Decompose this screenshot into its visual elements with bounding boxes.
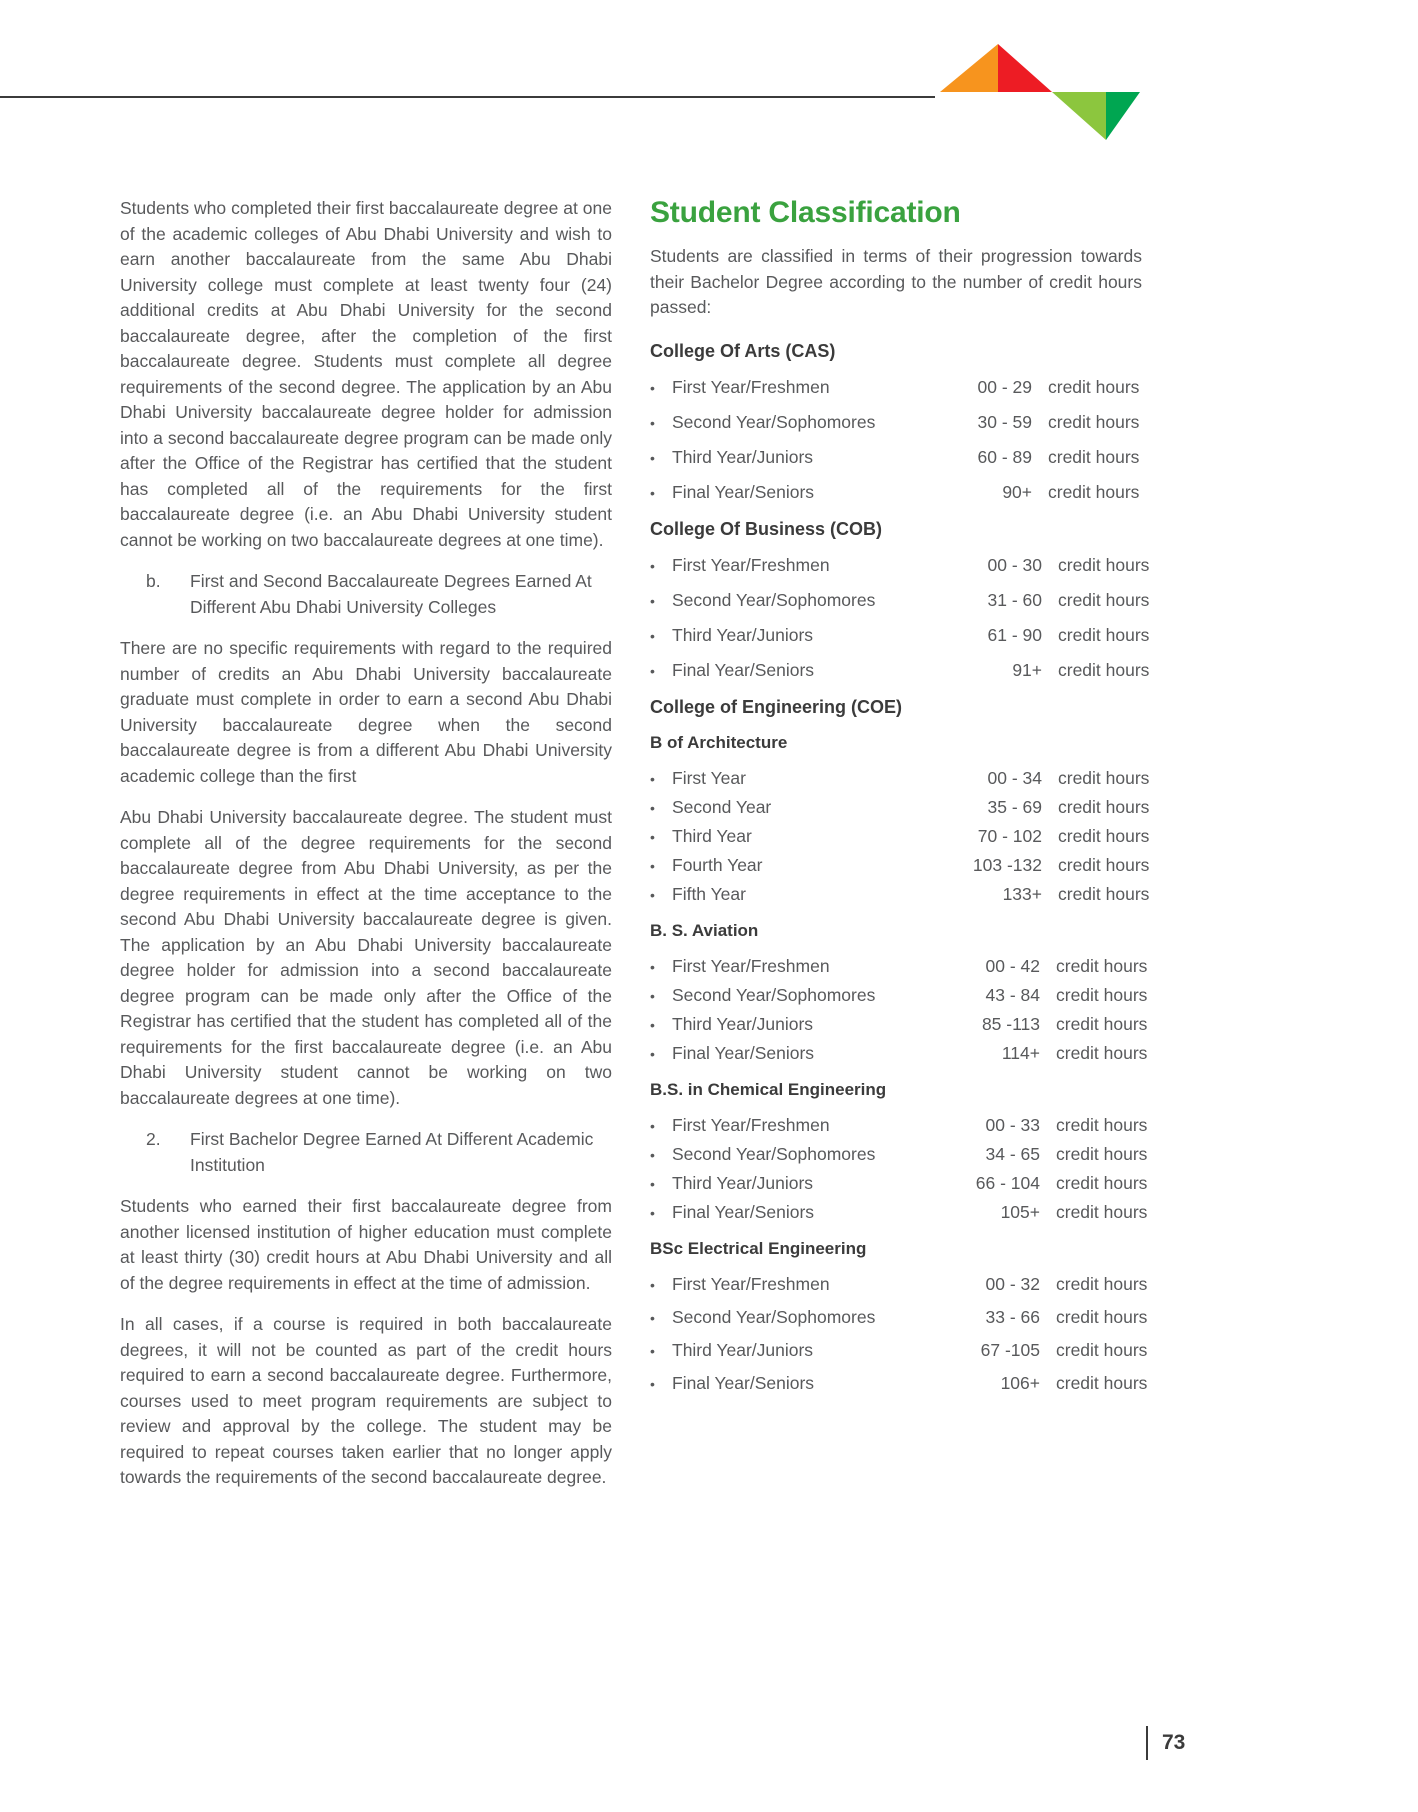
level-label: Final Year/Seniors: [672, 481, 815, 502]
program-heading-chemical-engineering: B.S. in Chemical Engineering: [650, 1079, 887, 1099]
credit-range: 34 - 65: [985, 1143, 1040, 1164]
level-label: Second Year/Sophomores: [672, 411, 876, 432]
credit-range: 66 - 104: [975, 1172, 1040, 1193]
credit-range: 105+: [1000, 1201, 1040, 1222]
unit-label: credit hours: [1058, 854, 1150, 875]
credit-range: 67 -105: [980, 1339, 1040, 1360]
level-label: Fifth Year: [672, 883, 746, 904]
list-item: [650, 824, 1150, 849]
unit-label: credit hours: [1056, 955, 1148, 976]
level-label: Second Year/Sophomores: [672, 984, 876, 1005]
bullet-icon: •: [650, 799, 655, 816]
bullet-icon: •: [650, 1276, 655, 1293]
credit-range: 00 - 42: [985, 955, 1040, 976]
logo-triangle-light-green: [1052, 92, 1106, 140]
level-label: Third Year/Juniors: [672, 1172, 814, 1193]
level-label: First Year/Freshmen: [672, 955, 830, 976]
level-label: Third Year/Juniors: [672, 446, 814, 467]
credit-range: 00 - 32: [985, 1273, 1040, 1294]
unit-label: credit hours: [1056, 1042, 1148, 1063]
unit-label: credit hours: [1058, 624, 1150, 645]
list-item: [120, 569, 612, 620]
list-item: [650, 766, 1150, 791]
unit-label: credit hours: [1058, 883, 1150, 904]
unit-label: credit hours: [1048, 446, 1140, 467]
credit-range: 106+: [1000, 1372, 1040, 1393]
bullet-icon: •: [650, 1117, 655, 1134]
unit-label: credit hours: [1056, 1273, 1148, 1294]
paragraph: In all cases, if a course is required in both baccalaureate degrees, it will not be counted as part of the credit hours required to earn a second baccalaureate degree. Furthermore, courses used to meet program requirements are subject to review and approval by the college. The student may be required to repeat courses taken earlier that no longer apply towards the requirements of the second baccalaureate degree.: [120, 1314, 612, 1487]
list-item: [650, 882, 1150, 907]
logo-triangle-red: [998, 44, 1052, 92]
list-item: [650, 658, 1150, 683]
level-label: Final Year/Seniors: [672, 1042, 815, 1063]
list-item: [650, 954, 1148, 979]
credit-range: 103 -132: [972, 854, 1042, 875]
list-item-marker: 2.: [146, 1129, 161, 1149]
list-item: [650, 1305, 1148, 1330]
college-heading-cas: College Of Arts (CAS): [650, 340, 836, 361]
unit-label: credit hours: [1056, 1013, 1148, 1034]
list-item: [650, 410, 1142, 435]
credit-range: 61 - 90: [987, 624, 1042, 645]
level-label: Third Year/Juniors: [672, 1013, 814, 1034]
unit-label: credit hours: [1056, 1339, 1148, 1360]
level-label: Second Year: [672, 796, 772, 817]
credit-range: 85 -113: [981, 1013, 1040, 1034]
list-item: [650, 853, 1150, 878]
adu-diamond-logo: [940, 44, 1140, 140]
bullet-icon: •: [650, 1375, 655, 1392]
credit-range: 133+: [1002, 883, 1042, 904]
list-item-marker: b.: [146, 571, 161, 591]
level-label: Final Year/Seniors: [672, 659, 815, 680]
right-content-column: [650, 196, 1150, 1408]
bullet-icon: •: [650, 1016, 655, 1033]
paragraph: Students who completed their first baccalaureate degree at one of the academic colleges of Abu Dhabi University and wish to earn another baccalaureate from the same Abu Dhabi University college must complete at least twenty four (24) additional credits at Abu Dhabi University for the second baccalaureate degree, after the completion of the first baccalaureate degree. Students must complete all degree requirements of the second degree. The application by an Abu Dhabi University baccalaureate degree holder for admission into a second baccalaureate degree program can be made only after the Office of the Registrar has certified that the student has completed all of the requirements for the first baccalaureate degree (i.e. an Abu Dhabi University student cannot be working on two baccalaureate degrees at one time).: [120, 198, 612, 550]
classification-list-cob: [650, 553, 1150, 683]
program-heading-architecture: B of Architecture: [650, 732, 788, 752]
credit-range: 91+: [1012, 659, 1042, 680]
unit-label: credit hours: [1056, 1172, 1148, 1193]
level-label: First Year/Freshmen: [672, 1273, 830, 1294]
college-heading-cob: College Of Business (COB): [650, 518, 883, 539]
unit-label: credit hours: [1056, 1372, 1148, 1393]
unit-label: credit hours: [1056, 1114, 1148, 1135]
list-item: [650, 1113, 1148, 1138]
unit-label: credit hours: [1058, 554, 1150, 575]
level-label: Final Year/Seniors: [672, 1201, 815, 1222]
level-label: Fourth Year: [672, 854, 763, 875]
classification-list-chemical-engineering: [650, 1113, 1148, 1225]
list-item: [650, 983, 1148, 1008]
bullet-icon: •: [650, 449, 655, 466]
credit-range: 00 - 34: [987, 767, 1042, 788]
list-item: [650, 375, 1142, 400]
level-label: First Year/Freshmen: [672, 1114, 830, 1135]
logo-triangle-orange: [940, 44, 998, 92]
credit-range: 31 - 60: [987, 589, 1042, 610]
list-item: [650, 795, 1150, 820]
bullet-icon: •: [650, 770, 655, 787]
bullet-icon: •: [650, 1175, 655, 1192]
bullet-icon: •: [650, 1309, 655, 1326]
level-label: Second Year/Sophomores: [672, 1143, 876, 1164]
list-item: [650, 1272, 1148, 1297]
section-intro-text: Students are classified in terms of their progression towards their Bachelor Degree according to the number of credit hours passed:: [650, 246, 1142, 317]
bullet-icon: •: [650, 1204, 655, 1221]
unit-label: credit hours: [1048, 376, 1140, 397]
level-label: Third Year: [672, 825, 752, 846]
credit-range: 70 - 102: [977, 825, 1042, 846]
bullet-icon: •: [650, 958, 655, 975]
bullet-icon: •: [650, 886, 655, 903]
unit-label: credit hours: [1056, 984, 1148, 1005]
list-item: [650, 1041, 1148, 1066]
credit-range: 33 - 66: [985, 1306, 1040, 1327]
list-item: [650, 480, 1142, 505]
credit-range: 00 - 33: [985, 1114, 1040, 1135]
bullet-icon: •: [650, 379, 655, 396]
header-divider-rule: [0, 96, 935, 98]
bullet-icon: •: [650, 662, 655, 679]
list-item-label: First and Second Baccalaureate Degrees Earned At Different Abu Dhabi University Colleges: [190, 571, 592, 617]
classification-list-electrical-engineering: [650, 1272, 1148, 1396]
unit-label: credit hours: [1048, 411, 1140, 432]
credit-range: 43 - 84: [985, 984, 1040, 1005]
list-item: [650, 1200, 1148, 1225]
bullet-icon: •: [650, 987, 655, 1004]
bullet-icon: •: [650, 414, 655, 431]
paragraph: Abu Dhabi University baccalaureate degree. The student must complete all of the degree requirements for the second baccalaureate degree from Abu Dhabi University, as per the degree requirements in effect at the time acceptance to the second Abu Dhabi University baccalaureate degree is given. The application by an Abu Dhabi University baccalaureate degree holder for admission into a second baccalaureate degree program can be made only after the Office of the Registrar has certified that the student has completed all of the requirements for the first baccalaureate degree (i.e. an Abu Dhabi University student cannot be working on two baccalaureate degrees at one time).: [120, 807, 612, 1108]
list-item: [650, 1142, 1148, 1167]
classification-list-cas: [650, 375, 1142, 505]
unit-label: credit hours: [1056, 1306, 1148, 1327]
unit-label: credit hours: [1058, 659, 1150, 680]
page-title: Student Classification: [650, 196, 961, 229]
list-item: [650, 623, 1150, 648]
unit-label: credit hours: [1058, 796, 1150, 817]
bullet-icon: •: [650, 557, 655, 574]
bullet-icon: •: [650, 828, 655, 845]
left-text-column: [120, 196, 612, 1491]
level-label: First Year/Freshmen: [672, 554, 830, 575]
program-heading-aviation: B. S. Aviation: [650, 920, 759, 940]
unit-label: credit hours: [1058, 589, 1150, 610]
bullet-icon: •: [650, 857, 655, 874]
paragraph: There are no specific requirements with regard to the required number of credits an Abu Dhabi University baccalaureate graduate must complete in order to earn a second Abu Dhabi University baccalaureate degree when the second baccalaureate degree is from a different Abu Dhabi University academic college than the first: [120, 638, 612, 786]
bullet-icon: •: [650, 1146, 655, 1163]
credit-range: 60 - 89: [977, 446, 1032, 467]
credit-range: 114+: [1001, 1042, 1040, 1063]
level-label: Third Year/Juniors: [672, 624, 814, 645]
logo-triangle-dark-green: [1106, 92, 1140, 140]
list-item: [650, 1012, 1148, 1037]
page-number: 73: [1162, 1731, 1186, 1754]
bullet-icon: •: [650, 627, 655, 644]
paragraph: Students who earned their first baccalaureate degree from another licensed institution of higher education must complete at least thirty (30) credit hours at Abu Dhabi University and all of the degree requirements in effect at the time of admission.: [120, 1196, 612, 1293]
bullet-icon: •: [650, 592, 655, 609]
list-item: [120, 1127, 612, 1178]
page-header: [0, 0, 1418, 160]
bullet-icon: •: [650, 1045, 655, 1062]
credit-range: 00 - 29: [977, 376, 1032, 397]
unit-label: credit hours: [1058, 767, 1150, 788]
credit-range: 00 - 30: [987, 554, 1042, 575]
list-item: [650, 1338, 1148, 1363]
credit-range: 90+: [1002, 481, 1032, 502]
unit-label: credit hours: [1056, 1201, 1148, 1222]
list-item: [650, 588, 1150, 613]
unit-label: credit hours: [1058, 825, 1150, 846]
page-footer: [0, 1692, 1418, 1812]
list-item: [650, 1171, 1148, 1196]
level-label: Third Year/Juniors: [672, 1339, 814, 1360]
list-item: [650, 553, 1150, 578]
list-item-label: First Bachelor Degree Earned At Different Academic Institution: [190, 1129, 594, 1175]
level-label: Second Year/Sophomores: [672, 589, 876, 610]
list-item: [650, 1371, 1148, 1396]
list-item: [650, 445, 1142, 470]
level-label: Final Year/Seniors: [672, 1372, 815, 1393]
bullet-icon: •: [650, 1342, 655, 1359]
college-heading-coe: College of Engineering (COE): [650, 696, 903, 717]
footer-divider-rule: [1146, 1726, 1148, 1760]
classification-list-architecture: [650, 766, 1150, 907]
program-heading-electrical-engineering: BSc Electrical Engineering: [650, 1238, 867, 1258]
unit-label: credit hours: [1048, 481, 1140, 502]
level-label: First Year: [672, 767, 746, 788]
credit-range: 35 - 69: [987, 796, 1042, 817]
bullet-icon: •: [650, 484, 655, 501]
level-label: Second Year/Sophomores: [672, 1306, 876, 1327]
credit-range: 30 - 59: [977, 411, 1032, 432]
unit-label: credit hours: [1056, 1143, 1148, 1164]
level-label: First Year/Freshmen: [672, 376, 830, 397]
classification-list-aviation: [650, 954, 1148, 1066]
